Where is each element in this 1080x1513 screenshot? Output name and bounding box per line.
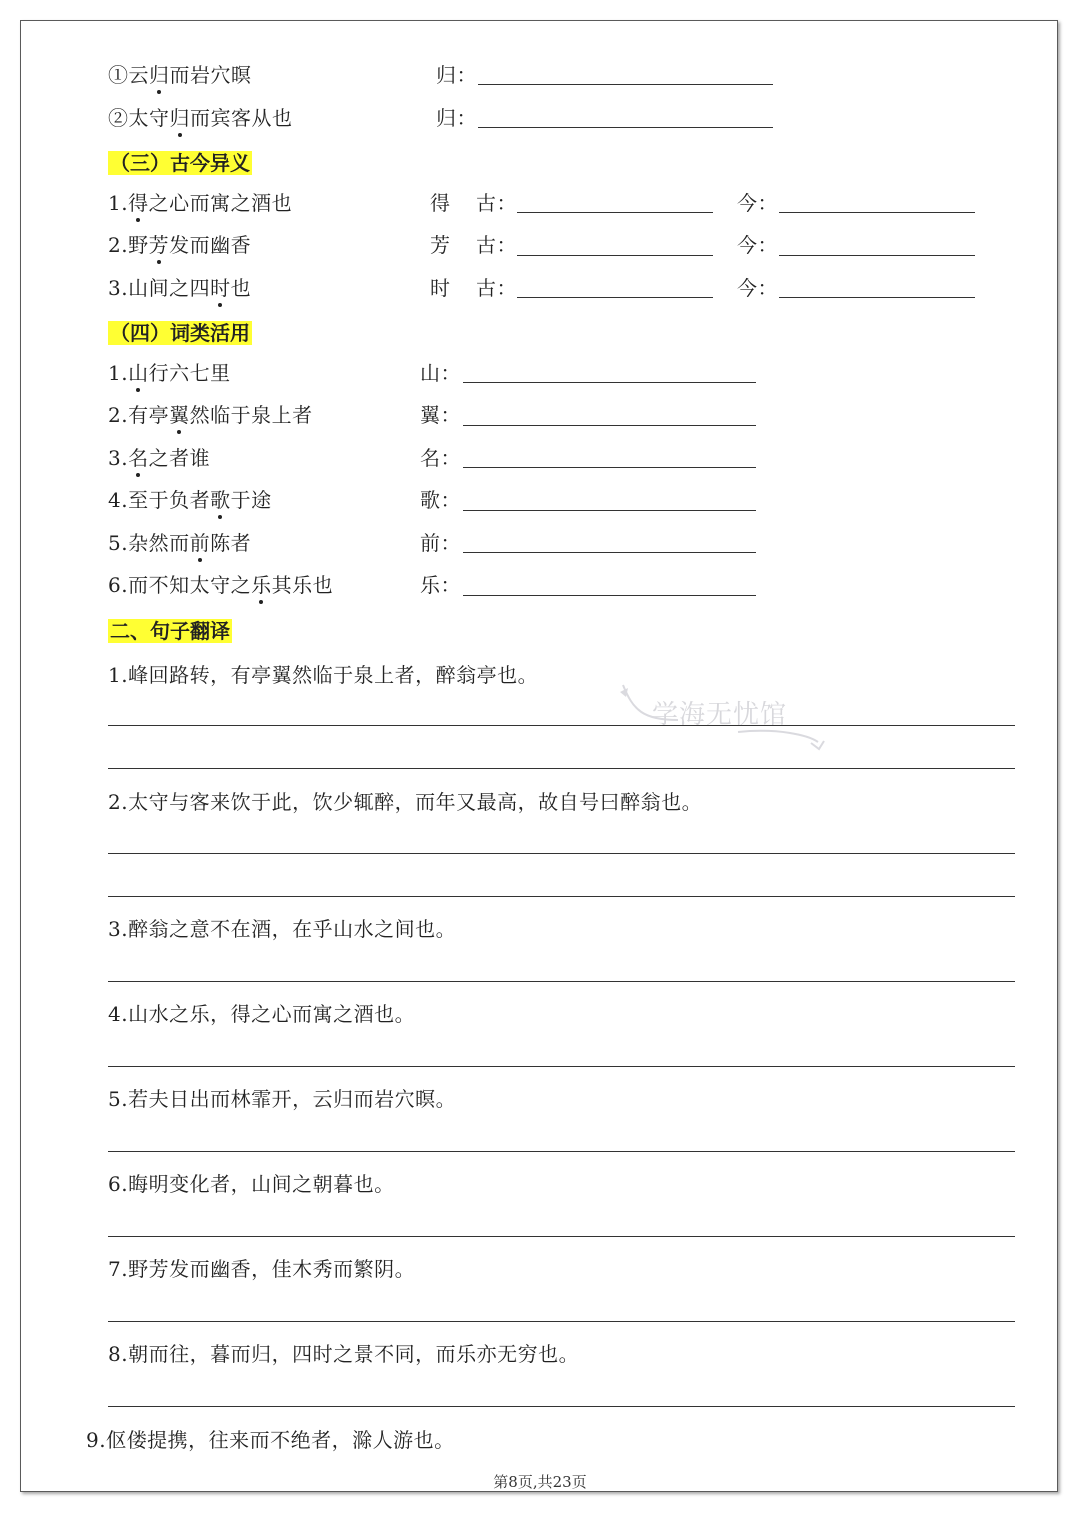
word-label: 时 (430, 276, 451, 300)
ancient-modern-item-2: 2.野芳发而幽香 (108, 233, 252, 257)
ancient-label: 古： (476, 276, 517, 300)
answer-line[interactable] (108, 981, 1015, 982)
ancient-modern-item-1: 1.得之心而寓之酒也 (108, 191, 293, 215)
answer-line[interactable] (478, 127, 773, 128)
part-of-speech-item-2: 2.有亭翼然临于泉上者 (108, 403, 313, 427)
homonym-label-2: 归： (436, 106, 477, 130)
ancient-label: 古： (476, 191, 517, 215)
translation-item-3: 3.醉翁之意不在酒，在乎山水之间也。 (108, 917, 457, 941)
translation-item-6: 6.晦明变化者，山间之朝暮也。 (108, 1172, 395, 1196)
answer-line[interactable] (463, 552, 756, 553)
emphasis-char: 名 (128, 446, 149, 470)
answer-line[interactable] (463, 595, 756, 596)
answer-line[interactable] (108, 896, 1015, 897)
answer-line[interactable] (463, 467, 756, 468)
emphasis-char: 山 (128, 361, 149, 385)
modern-label: 今： (737, 276, 778, 300)
answer-line[interactable] (108, 725, 1015, 726)
section-heading-4: （四）词类活用 (110, 321, 250, 345)
emphasis-char: 得 (128, 191, 149, 215)
translation-item-5: 5.若夫日出而林霏开，云归而岩穴暝。 (108, 1087, 457, 1111)
word-label: 山： (420, 361, 461, 385)
answer-line[interactable] (108, 1151, 1015, 1152)
word-label: 名： (420, 446, 461, 470)
modern-label: 今： (737, 233, 778, 257)
translation-item-7: 7.野芳发而幽香，佳木秀而繁阴。 (108, 1257, 416, 1281)
emphasis-char: 时 (210, 276, 231, 300)
watermark: 学海无忧馆 (618, 680, 838, 760)
homonym-label-1: 归： (436, 63, 477, 87)
answer-line[interactable] (463, 510, 756, 511)
emphasis-char: 乐 (251, 573, 272, 597)
word-label: 翼： (420, 403, 461, 427)
answer-line[interactable] (517, 255, 713, 256)
word-label: 前： (420, 531, 461, 555)
answer-line[interactable] (478, 84, 773, 85)
ancient-label: 古： (476, 233, 517, 257)
answer-line[interactable] (108, 768, 1015, 769)
answer-line[interactable] (517, 212, 713, 213)
part-of-speech-item-1: 1.山行六七里 (108, 361, 231, 385)
answer-line[interactable] (108, 1066, 1015, 1067)
emphasis-char: 芳 (148, 233, 170, 257)
part-of-speech-item-6: 6.而不知太守之乐其乐也 (108, 573, 334, 597)
word-label: 乐： (420, 573, 461, 597)
translation-item-8: 8.朝而往，暮而归，四时之景不同，而乐亦无穷也。 (108, 1342, 580, 1366)
translation-item-1: 1.峰回路转，有亭翼然临于泉上者，醉翁亭也。 (108, 663, 539, 687)
page-number: 第8页,共23页 (493, 1473, 587, 1491)
answer-line[interactable] (108, 853, 1015, 854)
translation-item-2: 2.太守与客来饮于此，饮少辄醉，而年又最高，故自号曰醉翁也。 (108, 790, 703, 814)
word-label: 芳 (430, 233, 451, 257)
ancient-modern-item-3: 3.山间之四时也 (108, 276, 252, 300)
word-label: 歌： (420, 488, 461, 512)
homonym-item-2: ②太守归而宾客从也 (108, 106, 293, 130)
emphasis-char: 归 (169, 106, 190, 130)
homonym-item-1: ①云归而岩穴暝 (108, 63, 252, 87)
emphasis-char: 翼 (169, 403, 190, 427)
answer-line[interactable] (108, 1321, 1015, 1322)
answer-line[interactable] (779, 212, 975, 213)
emphasis-char: 歌 (210, 488, 231, 512)
translation-item-4: 4.山水之乐，得之心而寓之酒也。 (108, 1002, 416, 1026)
emphasis-char: 归 (149, 63, 170, 87)
answer-line[interactable] (463, 425, 756, 426)
answer-line[interactable] (108, 1236, 1015, 1237)
answer-line[interactable] (108, 1406, 1015, 1407)
part-of-speech-item-4: 4.至于负者歌于途 (108, 488, 272, 512)
emphasis-char: 前 (189, 531, 211, 555)
answer-line[interactable] (517, 297, 713, 298)
part-of-speech-item-5: 5.杂然而前陈者 (108, 531, 252, 555)
part-of-speech-item-3: 3.名之者谁 (108, 446, 211, 470)
translation-item-9: 9.伛偻提携，往来而不绝者，滁人游也。 (86, 1428, 455, 1452)
modern-label: 今： (737, 191, 778, 215)
section-heading-translation: 二、句子翻译 (110, 619, 230, 643)
word-label: 得 (430, 191, 451, 215)
section-heading-3: （三）古今异义 (110, 151, 250, 175)
answer-line[interactable] (779, 297, 975, 298)
answer-line[interactable] (463, 382, 756, 383)
answer-line[interactable] (779, 255, 975, 256)
